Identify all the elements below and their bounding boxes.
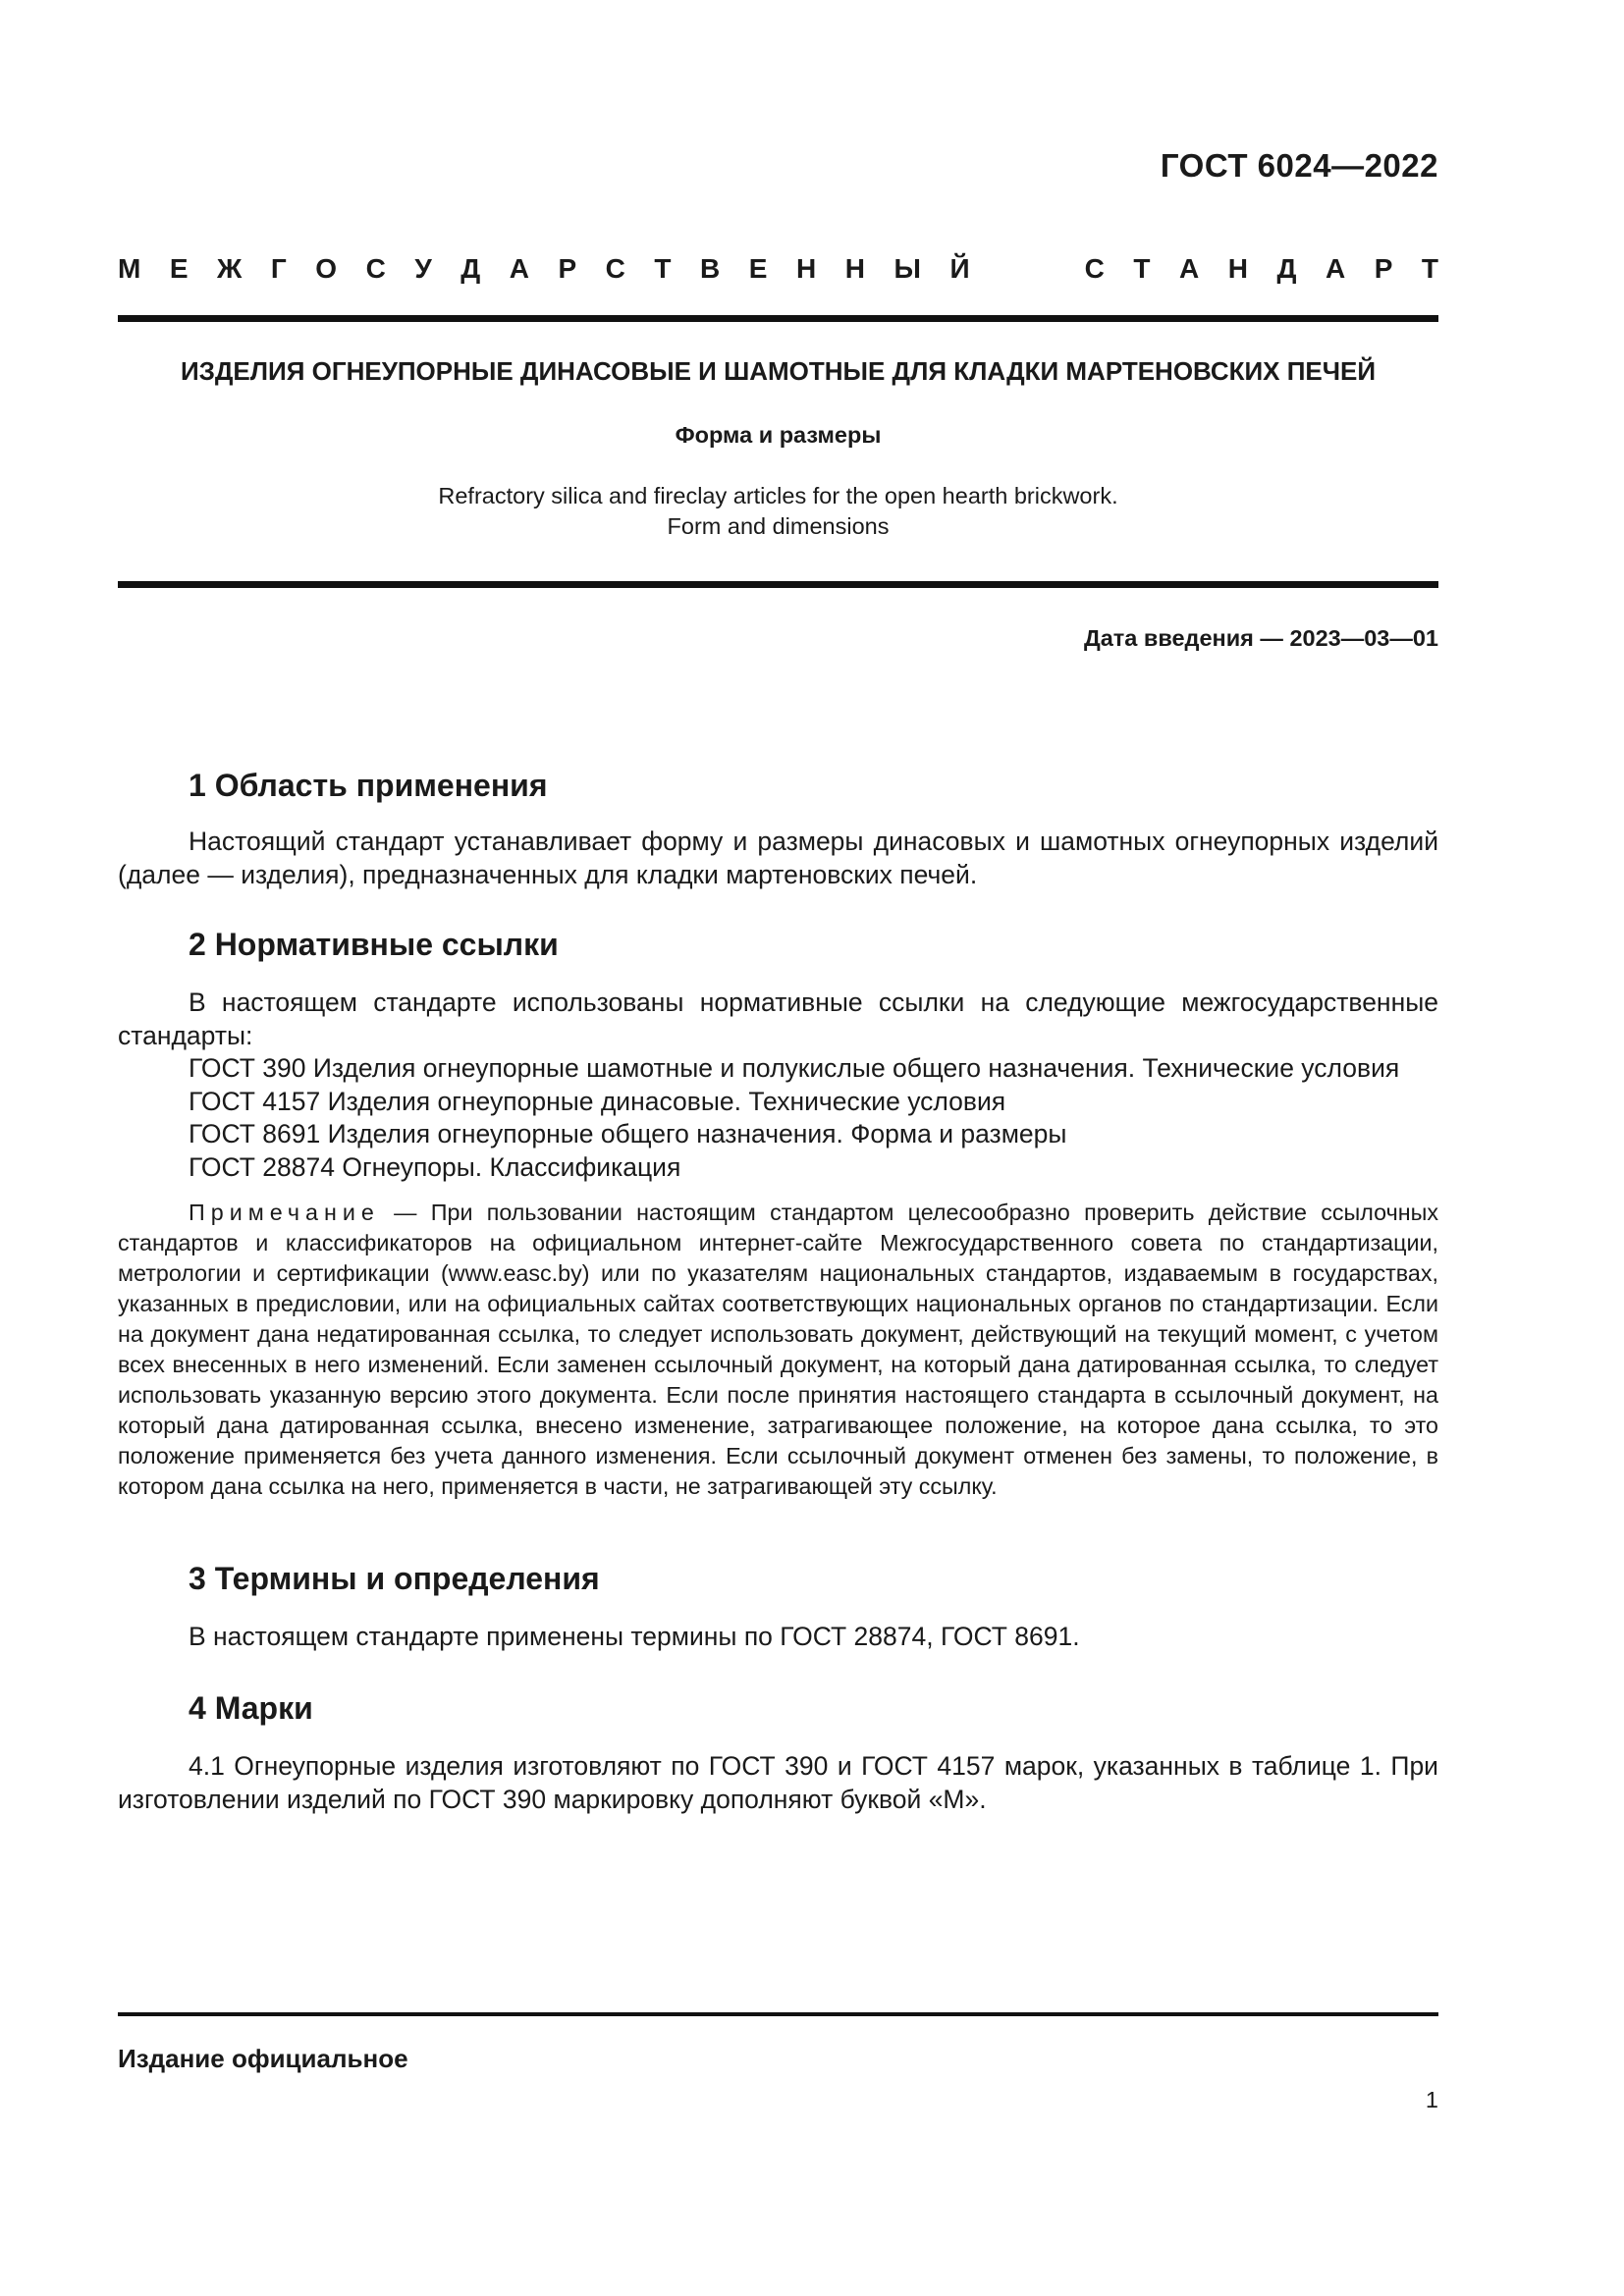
footer-rule [118, 2012, 1438, 2016]
paragraph: В настоящем стандарте применены термины по ГОСТ 28874, ГОСТ 8691. [189, 1622, 1080, 1651]
section-grades [118, 1688, 1438, 1816]
introduction-date: Дата введения — 2023—03—01 [1083, 625, 1438, 651]
standard-type-letter: Н [796, 253, 817, 284]
standard-type-letter: Ы [893, 253, 921, 284]
section-heading: 2 Нормативные ссылки [189, 927, 559, 962]
standard-type-letter: Г [270, 253, 287, 284]
official-edition-label: Издание официальное [118, 2044, 408, 2073]
document-title: ИЗДЕЛИЯ ОГНЕУПОРНЫЕ ДИНАСОВЫЕ И ШАМОТНЫЕ ДЛЯ КЛАДКИ МАРТЕНОВСКИХ ПЕЧЕЙ [180, 356, 1377, 386]
word-gap [999, 253, 1056, 285]
paragraph: В настоящем стандарте использованы нормативные ссылки на следующие межгосударственные стандарты: [118, 988, 1438, 1050]
standard-type-letter: А [1178, 253, 1200, 284]
standard-type-letter: Т [654, 253, 672, 284]
header-rule [118, 315, 1438, 322]
standard-type-letter: Т [1133, 253, 1151, 284]
standard-type-letter: В [700, 253, 721, 284]
section-terms [118, 1559, 1438, 1653]
note-paragraph [118, 1198, 1438, 1502]
standard-type-letter: Р [1374, 253, 1393, 284]
standard-type-letter: С [605, 253, 625, 284]
page-number: 1 [1425, 2087, 1438, 2112]
section-heading: 4 Марки [189, 1690, 313, 1726]
standard-type-letter: Й [949, 253, 970, 284]
standard-type-letter: Д [460, 253, 481, 284]
note-text: — При пользовании настоящим стандартом целесообразно проверить действие ссылочных стандартов и классификаторов на официальном интернет-сайте Межгосударственного совета по стандартизации, метрологии и сертификации (www.easc.by) или по указателям национальных стандартов, издаваемым в государствах, указанных в предисловии, или на официальных сайтах соответствующих национальных органов по стандартизации. Если на документ дана недатированная ссылка, то следует использовать документ, действующий на текущий момент, с учетом всех внесенных в него изменений. Если заменен ссылочный документ, на который дана датированная ссылка, то следует использовать указанную версию этого документа. Если после принятия настоящего стандарта в ссылочный документ, на который дана датированная ссылка, внесено изменение, затрагивающее положение, на которое дана ссылка, то это положение применяется без учета данного изменения. Если ссылочный документ отменен без замены, то положение, в котором дана ссылка на него, применяется в части, не затрагивающей эту ссылку. [118, 1200, 1438, 1499]
document-subtitle: Форма и размеры [675, 422, 882, 448]
english-title-line-2: Form and dimensions [667, 513, 890, 539]
standard-type-heading [118, 253, 1438, 285]
english-title-line-1: Refractory silica and fireclay articles for the open hearth brickwork. [438, 483, 1118, 508]
section-heading: 1 Область применения [189, 768, 548, 803]
section-normative-references [118, 925, 1438, 1502]
standard-type-letter: О [315, 253, 338, 284]
reference-item: ГОСТ 8691 Изделия огнеупорные общего назначения. Форма и размеры [189, 1119, 1067, 1148]
standard-type-letter: Д [1276, 253, 1297, 284]
standard-type-letter: А [509, 253, 529, 284]
paragraph: 4.1 Огнеупорные изделия изготовляют по ГОСТ 390 и ГОСТ 4157 марок, указанных в таблице 1. При изготовлении изделий по ГОСТ 390 маркировку дополняют буквой «М». [118, 1751, 1438, 1814]
note-label: Примечание [189, 1200, 380, 1225]
standard-type-letter: Н [1227, 253, 1248, 284]
section-scope [118, 766, 1438, 891]
paragraph: Настоящий стандарт устанавливает форму и размеры динасовых и шамотных огнеупорных изделий (далее — изделия), предназначенных для кладки мартеновских печей. [118, 827, 1438, 889]
standard-type-letter: С [1084, 253, 1105, 284]
standard-type-letter: С [365, 253, 386, 284]
english-title [118, 481, 1438, 542]
title-rule [118, 581, 1438, 588]
document-code: ГОСТ 6024—2022 [1160, 147, 1438, 184]
standard-type-letter: А [1325, 253, 1346, 284]
document-body [118, 766, 1438, 1816]
standard-type-letter: Н [844, 253, 865, 284]
section-heading: 3 Термины и определения [189, 1561, 600, 1596]
reference-item: ГОСТ 28874 Огнеупоры. Классификация [189, 1151, 681, 1182]
document-page [118, 0, 1438, 2296]
standard-type-letter: Ж [217, 253, 243, 284]
standard-type-letter: Е [169, 253, 189, 284]
reference-item: ГОСТ 4157 Изделия огнеупорные динасовые. Технические условия [189, 1086, 1006, 1116]
reference-item: ГОСТ 390 Изделия огнеупорные шамотные и полукислые общего назначения. Технические условия [189, 1053, 1400, 1083]
standard-type-letter: У [414, 253, 432, 284]
standard-type-letter: Е [748, 253, 768, 284]
standard-type-letter: Т [1421, 253, 1438, 284]
standard-type-letter: Р [558, 253, 577, 284]
standard-type-letter: М [118, 253, 141, 284]
